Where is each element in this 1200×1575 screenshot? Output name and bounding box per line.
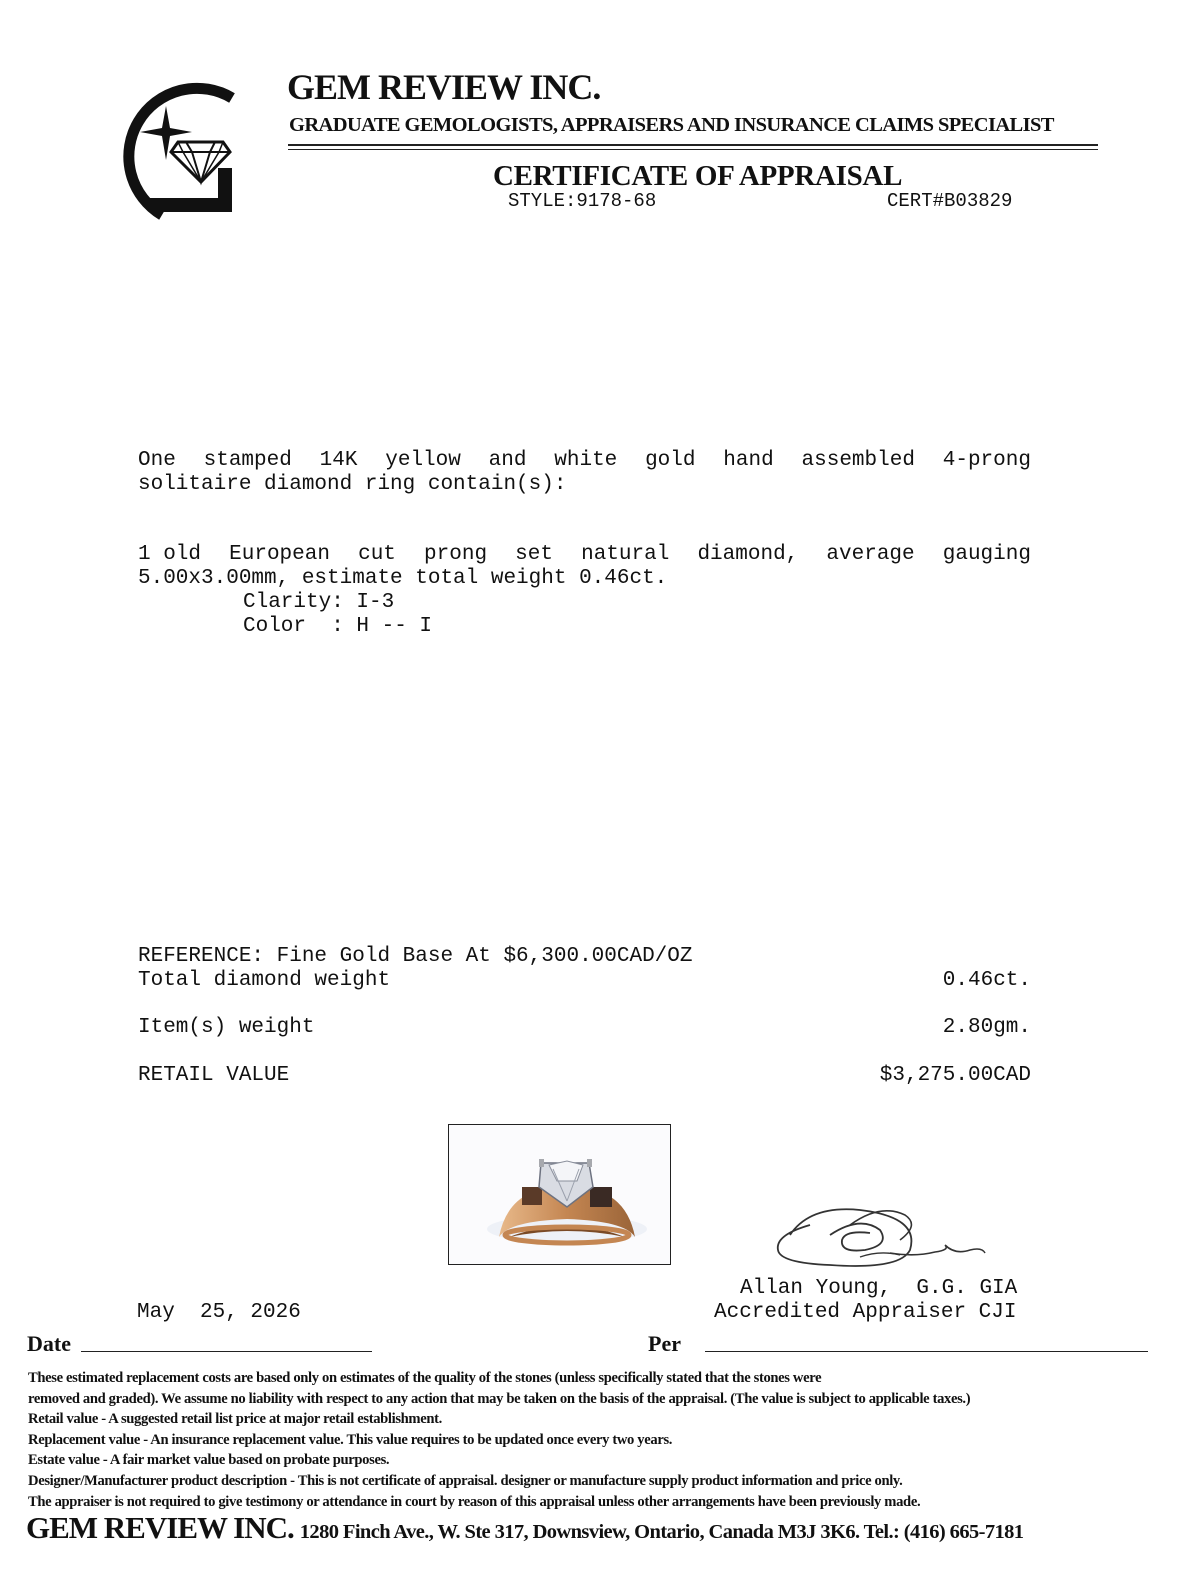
disclaimer-line: Estate value - A fair market value based on probate purposes.: [28, 1452, 390, 1469]
disclaimer-line: Replacement value - An insurance replacement value. This value requires to be updated once every two years.: [28, 1431, 673, 1448]
company-tagline: GRADUATE GEMOLOGISTS, APPRAISERS AND INSURANCE CLAIMS SPECIALIST: [289, 114, 1054, 136]
word: cut: [358, 543, 396, 566]
word: white: [554, 449, 618, 472]
word: gold: [645, 449, 696, 472]
word: One: [138, 449, 176, 472]
value-amount: 2.80gm.: [942, 1016, 1031, 1039]
company-name: GEM REVIEW INC.: [287, 67, 601, 107]
ring-photo: [448, 1124, 671, 1265]
certificate-title: CERTIFICATE OF APPRAISAL: [493, 160, 903, 192]
word: set: [515, 543, 553, 566]
word: 1 old: [138, 543, 202, 566]
word: natural: [581, 543, 670, 566]
date-line: [81, 1351, 372, 1352]
date-label: Date: [27, 1331, 71, 1356]
per-line: [705, 1351, 1148, 1352]
gold-reference: REFERENCE: Fine Gold Base At $6,300.00CAD/OZ: [138, 945, 693, 968]
disclaimer-line: Retail value - A suggested retail list price at major retail establishment.: [28, 1411, 442, 1428]
certificate-number: CERT#B03829: [887, 190, 1013, 212]
word: gauging: [942, 543, 1031, 566]
value-amount: $3,275.00CAD: [879, 1064, 1031, 1087]
item-description-line-2: solitaire diamond ring contain(s):: [138, 473, 567, 496]
footer-company-name: GEM REVIEW INC.: [26, 1510, 294, 1545]
style-number: STYLE:9178-68: [508, 190, 657, 212]
value-amount: 0.46ct.: [942, 969, 1031, 992]
word: stamped: [203, 449, 292, 472]
value-label: Total diamond weight: [138, 969, 391, 992]
word: diamond,: [697, 543, 799, 566]
word: 4-prong: [942, 449, 1031, 472]
appraiser-signature: [770, 1195, 990, 1290]
item-description-line-1: [138, 449, 1031, 473]
value-row: [138, 1016, 1031, 1040]
disclaimer-line: These estimated replacement costs are based only on estimates of the quality of the stones (unless specifically stated that the stones were: [28, 1370, 822, 1386]
word: yellow: [385, 449, 461, 472]
appraisal-date: May 25, 2026: [137, 1301, 301, 1324]
stone-description-line-1: [138, 543, 1031, 567]
clarity-grade: Clarity: I-3: [243, 591, 395, 614]
disclaimer-line: Designer/Manufacturer product description - This is not certificate of appraisal. designer or manufacture supply product information and price only.: [28, 1472, 903, 1489]
header-divider: [288, 144, 1098, 146]
value-label: Item(s) weight: [138, 1016, 315, 1039]
per-label: Per: [648, 1331, 681, 1356]
appraiser-name: Allan Young, G.G. GIA: [740, 1277, 1018, 1300]
word: prong: [424, 543, 488, 566]
value-row: [138, 1064, 1031, 1088]
header-divider-thin: [288, 149, 1098, 150]
disclaimer-line: The appraiser is not required to give testimony or attendance in court by reason of this appraisal unless other arrangements have been previously made.: [28, 1493, 921, 1510]
word: assembled: [801, 449, 915, 472]
footer-address: 1280 Finch Ave., W. Ste 317, Downsview, Ontario, Canada M3J 3K6. Tel.: (416) 665-7181: [299, 1521, 1024, 1543]
word: hand: [723, 449, 774, 472]
company-logo-icon: [100, 70, 245, 225]
footer: [26, 1510, 1023, 1546]
word: European: [229, 543, 330, 566]
disclaimer-line: removed and graded). We assume no liability with respect to any action that may be taken on the basis of the appraisal. (The value is subject to applicable taxes.): [28, 1390, 971, 1407]
stone-description-line-2: 5.00x3.00mm, estimate total weight 0.46ct.: [138, 567, 668, 590]
word: 14K: [319, 449, 358, 472]
value-label: RETAIL VALUE: [138, 1064, 290, 1087]
appraiser-title: Accredited Appraiser CJI: [714, 1301, 1017, 1324]
value-row: [138, 969, 1031, 993]
word: and: [488, 449, 527, 472]
disclaimer: [28, 1368, 1188, 1512]
word: average: [826, 543, 915, 566]
color-grade: Color : H -- I: [243, 615, 433, 638]
